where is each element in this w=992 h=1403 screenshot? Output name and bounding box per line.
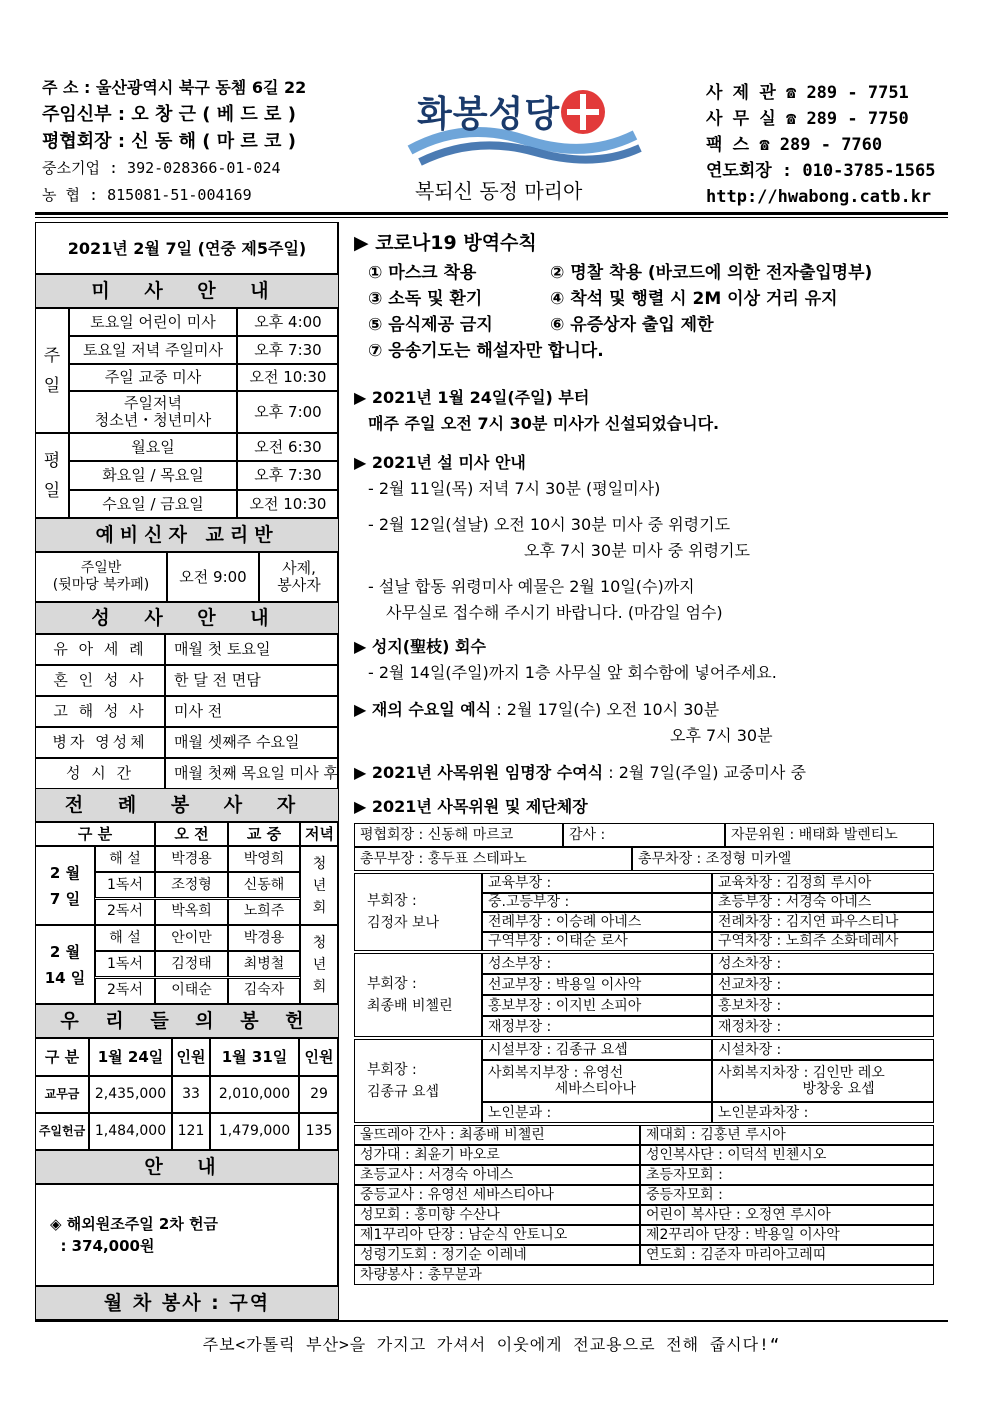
ash-notice (354, 697, 944, 749)
mass-name: 주일저녁 청소년・청년미사 (69, 391, 237, 433)
server-header-cell: 구 분 (35, 822, 155, 846)
server-role: 1독서 (95, 872, 155, 898)
footer-text: 주보<가톨릭 부산>을 가지고 가셔서 이웃에게 전교용으로 전해 줍시다!“ (202, 1335, 781, 1354)
address: 주 소 : 울산광역시 북구 동쳄 6길 22 (42, 78, 307, 97)
org-president: 평협회장 : 신동해 마르코 (354, 823, 563, 847)
server-role: 해 설 (95, 925, 155, 951)
offering-title: 우 리 들 의 봉 헌 (35, 1004, 339, 1038)
org-group-2-deputy: 성소차장 : (712, 953, 934, 974)
mass-time: 오후 7:30 (237, 461, 339, 490)
new-mass-notice (354, 385, 719, 437)
org-entry: 제대회 : 김홍년 루시아 (640, 1125, 934, 1145)
monthly-service: 월 차 봉사 : 구역 (35, 1286, 339, 1320)
lunar-line-1: - 2월 11일(목) 저녁 7시 30분 (평일미사) (368, 479, 661, 498)
server-main: 박영희 (228, 846, 300, 872)
server-header-cell: 오 전 (155, 822, 228, 846)
offering-cell: 1,479,000 (210, 1113, 299, 1150)
covid-rules (354, 260, 944, 364)
sacrament-name: 고 해 성 사 (35, 696, 165, 727)
sacrament-name: 성 시 간 (35, 758, 165, 789)
lunar-line-4: - 설날 합동 위령미사 예물은 2월 10일(수)까지 (368, 577, 695, 596)
mass-time: 오전 6:30 (237, 433, 339, 461)
org-group-1-head: 부회장 : 김정자 보나 (354, 873, 482, 951)
org-group-3-head: 부회장 : 김종규 요셉 (354, 1039, 482, 1123)
sacrament-schedule: 한 달 전 면담 (165, 665, 339, 696)
notice-title: 안 내 (35, 1150, 339, 1184)
offering-cell: 주일헌금 (35, 1113, 89, 1150)
lunar-line-2: - 2월 12일(설날) 오전 10시 30분 미사 중 위령기도 (368, 515, 731, 534)
council-president: 평협회장 : 신 동 해 ( 마 르 코 ) (42, 131, 296, 152)
weekday-label: 평 일 (35, 433, 69, 518)
mass-time: 오전 10:30 (237, 364, 339, 391)
server-main: 최병철 (228, 951, 300, 977)
covid-rule-6: ⑥ 유증상자 출입 제한 (550, 315, 714, 335)
org-entry: 어린이 복사단 : 오정연 루시아 (640, 1205, 934, 1225)
offering-header-cell: 1월 24일 (89, 1038, 172, 1076)
server-morning: 안이만 (155, 925, 228, 951)
mass-name: 토요일 어린이 미사 (69, 308, 237, 336)
server-main: 노희주 (228, 899, 300, 925)
org-entry: 제1꾸리아 단장 : 남순식 안토니오 (354, 1225, 640, 1245)
org-group-2-head: 부회장 : 최종배 비첼린 (354, 953, 482, 1037)
server-main: 김숙자 (228, 978, 300, 1004)
mass-name: 토요일 저녁 주일미사 (69, 336, 237, 364)
org-group-1-deputy: 구역차장 : 노희주 소화데레사 (712, 932, 934, 952)
palm-body: - 2월 14일(주일)까지 1층 사무실 앞 회수함에 넣어주세요. (368, 663, 777, 682)
appoint-notice (354, 760, 944, 786)
catechumen-title: 예비신자 교리반 (35, 518, 339, 552)
org-group-2-deputy: 선교차장 : (712, 974, 934, 995)
org-group-3-dept: 노인분과 : (482, 1102, 712, 1123)
lunar-line-5: 사무실로 접수해 주시기 바랍니다. (마감일 엄수) (386, 603, 723, 622)
new-mass-title: ▶ 2021년 1월 24일(주일) 부터 (354, 388, 590, 407)
sunday-label: 주 일 (35, 308, 69, 433)
org-group-1-deputy: 전례차장 : 김지연 파우스티나 (712, 912, 934, 932)
org-entry: 성령기도회 : 정기순 이레네 (354, 1245, 640, 1265)
org-group-2-deputy: 홍보차장 : (712, 995, 934, 1016)
lunar-line-3: 오후 7시 30분 미사 중 위령기도 (524, 541, 750, 560)
org-group-1-dept: 전례부장 : 이승례 아네스 (482, 912, 712, 932)
issue-date: 2021년 2월 7일 (연중 제5주일) (35, 222, 339, 274)
server-morning: 김정태 (155, 951, 228, 977)
org-group-1-dept: 교육부장 : (482, 873, 712, 893)
org-entry: 중등교사 : 유영선 세바스티아나 (354, 1185, 640, 1205)
org-entry: 초등교사 : 서경숙 아네스 (354, 1165, 640, 1185)
org-advisor: 자문위원 : 배태화 발렌티노 (725, 823, 934, 847)
covid-rule-5: ⑤ 음식제공 금지 (368, 315, 493, 335)
header-rule (35, 212, 948, 215)
mass-time: 오후 7:30 (237, 336, 339, 364)
server-evening: 청 년 회 (300, 846, 339, 925)
notice-line-1: ◈ 해외원조주일 2차 헌금 (50, 1215, 219, 1233)
server-evening: 청 년 회 (300, 925, 339, 1004)
org-group-1-dept: 구역부장 : 이태순 로사 (482, 932, 712, 952)
ash-line-2: 오후 7시 30분 (670, 726, 773, 745)
catechumen-class: 주일반 (뒷마당 북카페) (35, 552, 167, 602)
server-header-cell: 저녁 (300, 822, 339, 846)
server-role: 2독서 (95, 899, 155, 925)
header-right (706, 80, 956, 210)
new-mass-body: 매주 주일 오전 7시 30분 미사가 신설되었습니다. (368, 414, 720, 433)
mass-name: 주일 교중 미사 (69, 364, 237, 391)
offering-cell: 1,484,000 (89, 1113, 172, 1150)
org-auditor: 감사 : (563, 823, 725, 847)
footer-rule (35, 1320, 948, 1322)
church-name: 화봉성당 (417, 93, 561, 135)
sacrament-schedule: 매월 셋째주 수요일 (165, 727, 339, 758)
offering-header-cell: 구 분 (35, 1038, 89, 1076)
palm-title: ▶ 성지(聖枝) 회수 (354, 637, 486, 656)
org-group-1-deputy: 초등부장 : 서경숙 아네스 (712, 893, 934, 913)
server-role: 1독서 (95, 951, 155, 977)
covid-title: ▶ 코로나19 방역수칙 (354, 232, 537, 254)
notice-box (35, 1184, 339, 1286)
org-group-2-dept: 선교부장 : 박용일 이사악 (482, 974, 712, 995)
org-entry: 성모회 : 홍미향 수산나 (354, 1205, 640, 1225)
server-morning: 박옥희 (155, 899, 228, 925)
appoint-body: : 2월 7일(주일) 교중미사 중 (608, 763, 806, 782)
website-link[interactable]: http://hwabong.catb.kr (706, 187, 932, 207)
offering-cell: 2,435,000 (89, 1076, 172, 1113)
notice-line-2: : 374,000원 (50, 1237, 155, 1255)
org-entry: 성인복사단 : 이덕석 빈첸시오 (640, 1145, 934, 1165)
org-group-2-dept: 재정부장 : (482, 1016, 712, 1037)
offering-cell: 2,010,000 (210, 1076, 299, 1113)
org-entry: 울뜨레아 간사 : 최종배 비첼린 (354, 1125, 640, 1145)
sacrament-schedule: 미사 전 (165, 696, 339, 727)
org-general-manager: 총무부장 : 홍두표 스테파노 (354, 847, 632, 871)
offering-header-cell: 1월 31일 (210, 1038, 299, 1076)
sacrament-title: 성 사 안 내 (35, 602, 339, 634)
mass-time: 오후 7:00 (237, 391, 339, 433)
header-left (42, 74, 342, 209)
mass-section-title: 미 사 안 내 (35, 274, 339, 308)
org-general-deputy: 총무차장 : 조정형 미카엘 (632, 847, 934, 871)
appoint-title: ▶ 2021년 사목위원 임명장 수여식 (354, 763, 604, 782)
church-logo (405, 80, 645, 203)
org-entry: 중등자모회 : (640, 1185, 934, 1205)
ash-line-1: : 2월 17일(수) 오전 10시 30분 (496, 700, 720, 719)
covid-rule-2: ② 명찰 착용 (바코드에 의한 전자출입명부) (550, 263, 873, 283)
server-morning: 이태순 (155, 978, 228, 1004)
org-group-2-dept: 홍보부장 : 이지빈 소피아 (482, 995, 712, 1016)
catechumen-teacher: 사제, 봉사자 (259, 552, 339, 602)
phone-office: 사 무 실 ☎ 289 - 7750 (706, 109, 909, 129)
sacrament-name: 유 아 세 례 (35, 634, 165, 665)
sacrament-schedule: 매월 첫 토요일 (165, 634, 339, 665)
lunar-title: ▶ 2021년 설 미사 안내 (354, 453, 526, 472)
mass-name: 화요일 / 목요일 (69, 461, 237, 490)
org-group-3-deputy: 노인분과차장 : (712, 1102, 934, 1123)
org-entry: 차량봉사 : 총무분과 (354, 1265, 934, 1285)
server-main: 박경용 (228, 925, 300, 951)
bank-account-2: 농 협 : 815081-51-004169 (42, 186, 252, 204)
offering-cell: 교무금 (35, 1076, 89, 1113)
sacrament-schedule: 매월 첫째 목요일 미사 후 (165, 758, 339, 789)
offering-cell: 29 (299, 1076, 339, 1113)
server-date: 2 월 7 일 (35, 846, 95, 925)
org-group-3-deputy: 사회복지차장 : 김인만 레오 방창웅 요셉 (712, 1060, 934, 1102)
covid-rule-1: ① 마스크 착용 (368, 263, 477, 283)
server-role: 2독서 (95, 978, 155, 1004)
org-group-2-dept: 성소부장 : (482, 953, 712, 974)
pastor: 주임신부 : 오 창 근 ( 베 드 로 ) (42, 104, 296, 125)
phone-rectory: 사 제 관 ☎ 289 - 7751 (706, 83, 909, 103)
server-role: 해 설 (95, 846, 155, 872)
bank-account-1: 중소기업 : 392-028366-01-024 (42, 159, 281, 177)
org-group-1-deputy: 교육차장 : 김정희 루시아 (712, 873, 934, 893)
sacrament-name: 혼 인 성 사 (35, 665, 165, 696)
offering-cell: 121 (172, 1113, 210, 1150)
org-entry: 연도회 : 김준자 마리아고레띠 (640, 1245, 934, 1265)
org-entry: 초등자모회 : (640, 1165, 934, 1185)
offering-header-cell: 인원 (299, 1038, 339, 1076)
offering-cell: 135 (299, 1113, 339, 1150)
mass-time: 오후 4:00 (237, 308, 339, 336)
server-morning: 박경용 (155, 846, 228, 872)
server-title: 전 례 봉 사 자 (35, 788, 339, 822)
org-entry: 제2꾸리아 단장 : 박용일 이사악 (640, 1225, 934, 1245)
org-title: ▶ 2021년 사목위원 및 제단체장 (354, 797, 588, 816)
server-header-cell: 교 중 (228, 822, 300, 846)
org-group-2-deputy: 재정차장 : (712, 1016, 934, 1037)
right-column (354, 230, 944, 364)
catechumen-time: 오전 9:00 (167, 552, 259, 602)
mass-time: 오전 10:30 (237, 490, 339, 518)
ash-title: ▶ 재의 수요일 예식 (354, 700, 492, 719)
covid-rule-4: ④ 착석 및 행렬 시 2M 이상 거리 유지 (550, 289, 838, 309)
mass-name: 수요일 / 금요일 (69, 490, 237, 518)
covid-rule-3: ③ 소독 및 환기 (368, 289, 483, 309)
org-group-3-dept: 시설부장 : 김종규 요셉 (482, 1039, 712, 1060)
org-group-1-dept: 중.고등부장 : (482, 893, 712, 913)
lunar-notice (354, 450, 944, 626)
phone-yeondo: 연도회장 : 010-3785-1565 (706, 161, 936, 181)
church-patron: 복되신 동정 마리아 (415, 179, 583, 203)
org-entry: 성가대 : 최윤기 바오로 (354, 1145, 640, 1165)
org-group-3-dept: 사회복지부장 : 유영선 세바스티아나 (482, 1060, 712, 1102)
phone-fax: 팩 스 ☎ 289 - 7760 (706, 135, 883, 155)
server-morning: 조정형 (155, 872, 228, 898)
palm-notice (354, 634, 944, 686)
server-date: 2 월 14 일 (35, 925, 95, 1004)
header-rule-thin (35, 217, 948, 218)
offering-header-cell: 인원 (172, 1038, 210, 1076)
server-main: 신동해 (228, 872, 300, 898)
covid-rule-7: ⑦ 응송기도는 해설자만 합니다. (368, 341, 604, 361)
mass-name: 월요일 (69, 433, 237, 461)
sacrament-name: 병자 영성체 (35, 727, 165, 758)
org-group-3-deputy: 시설차장 : (712, 1039, 934, 1060)
offering-cell: 33 (172, 1076, 210, 1113)
